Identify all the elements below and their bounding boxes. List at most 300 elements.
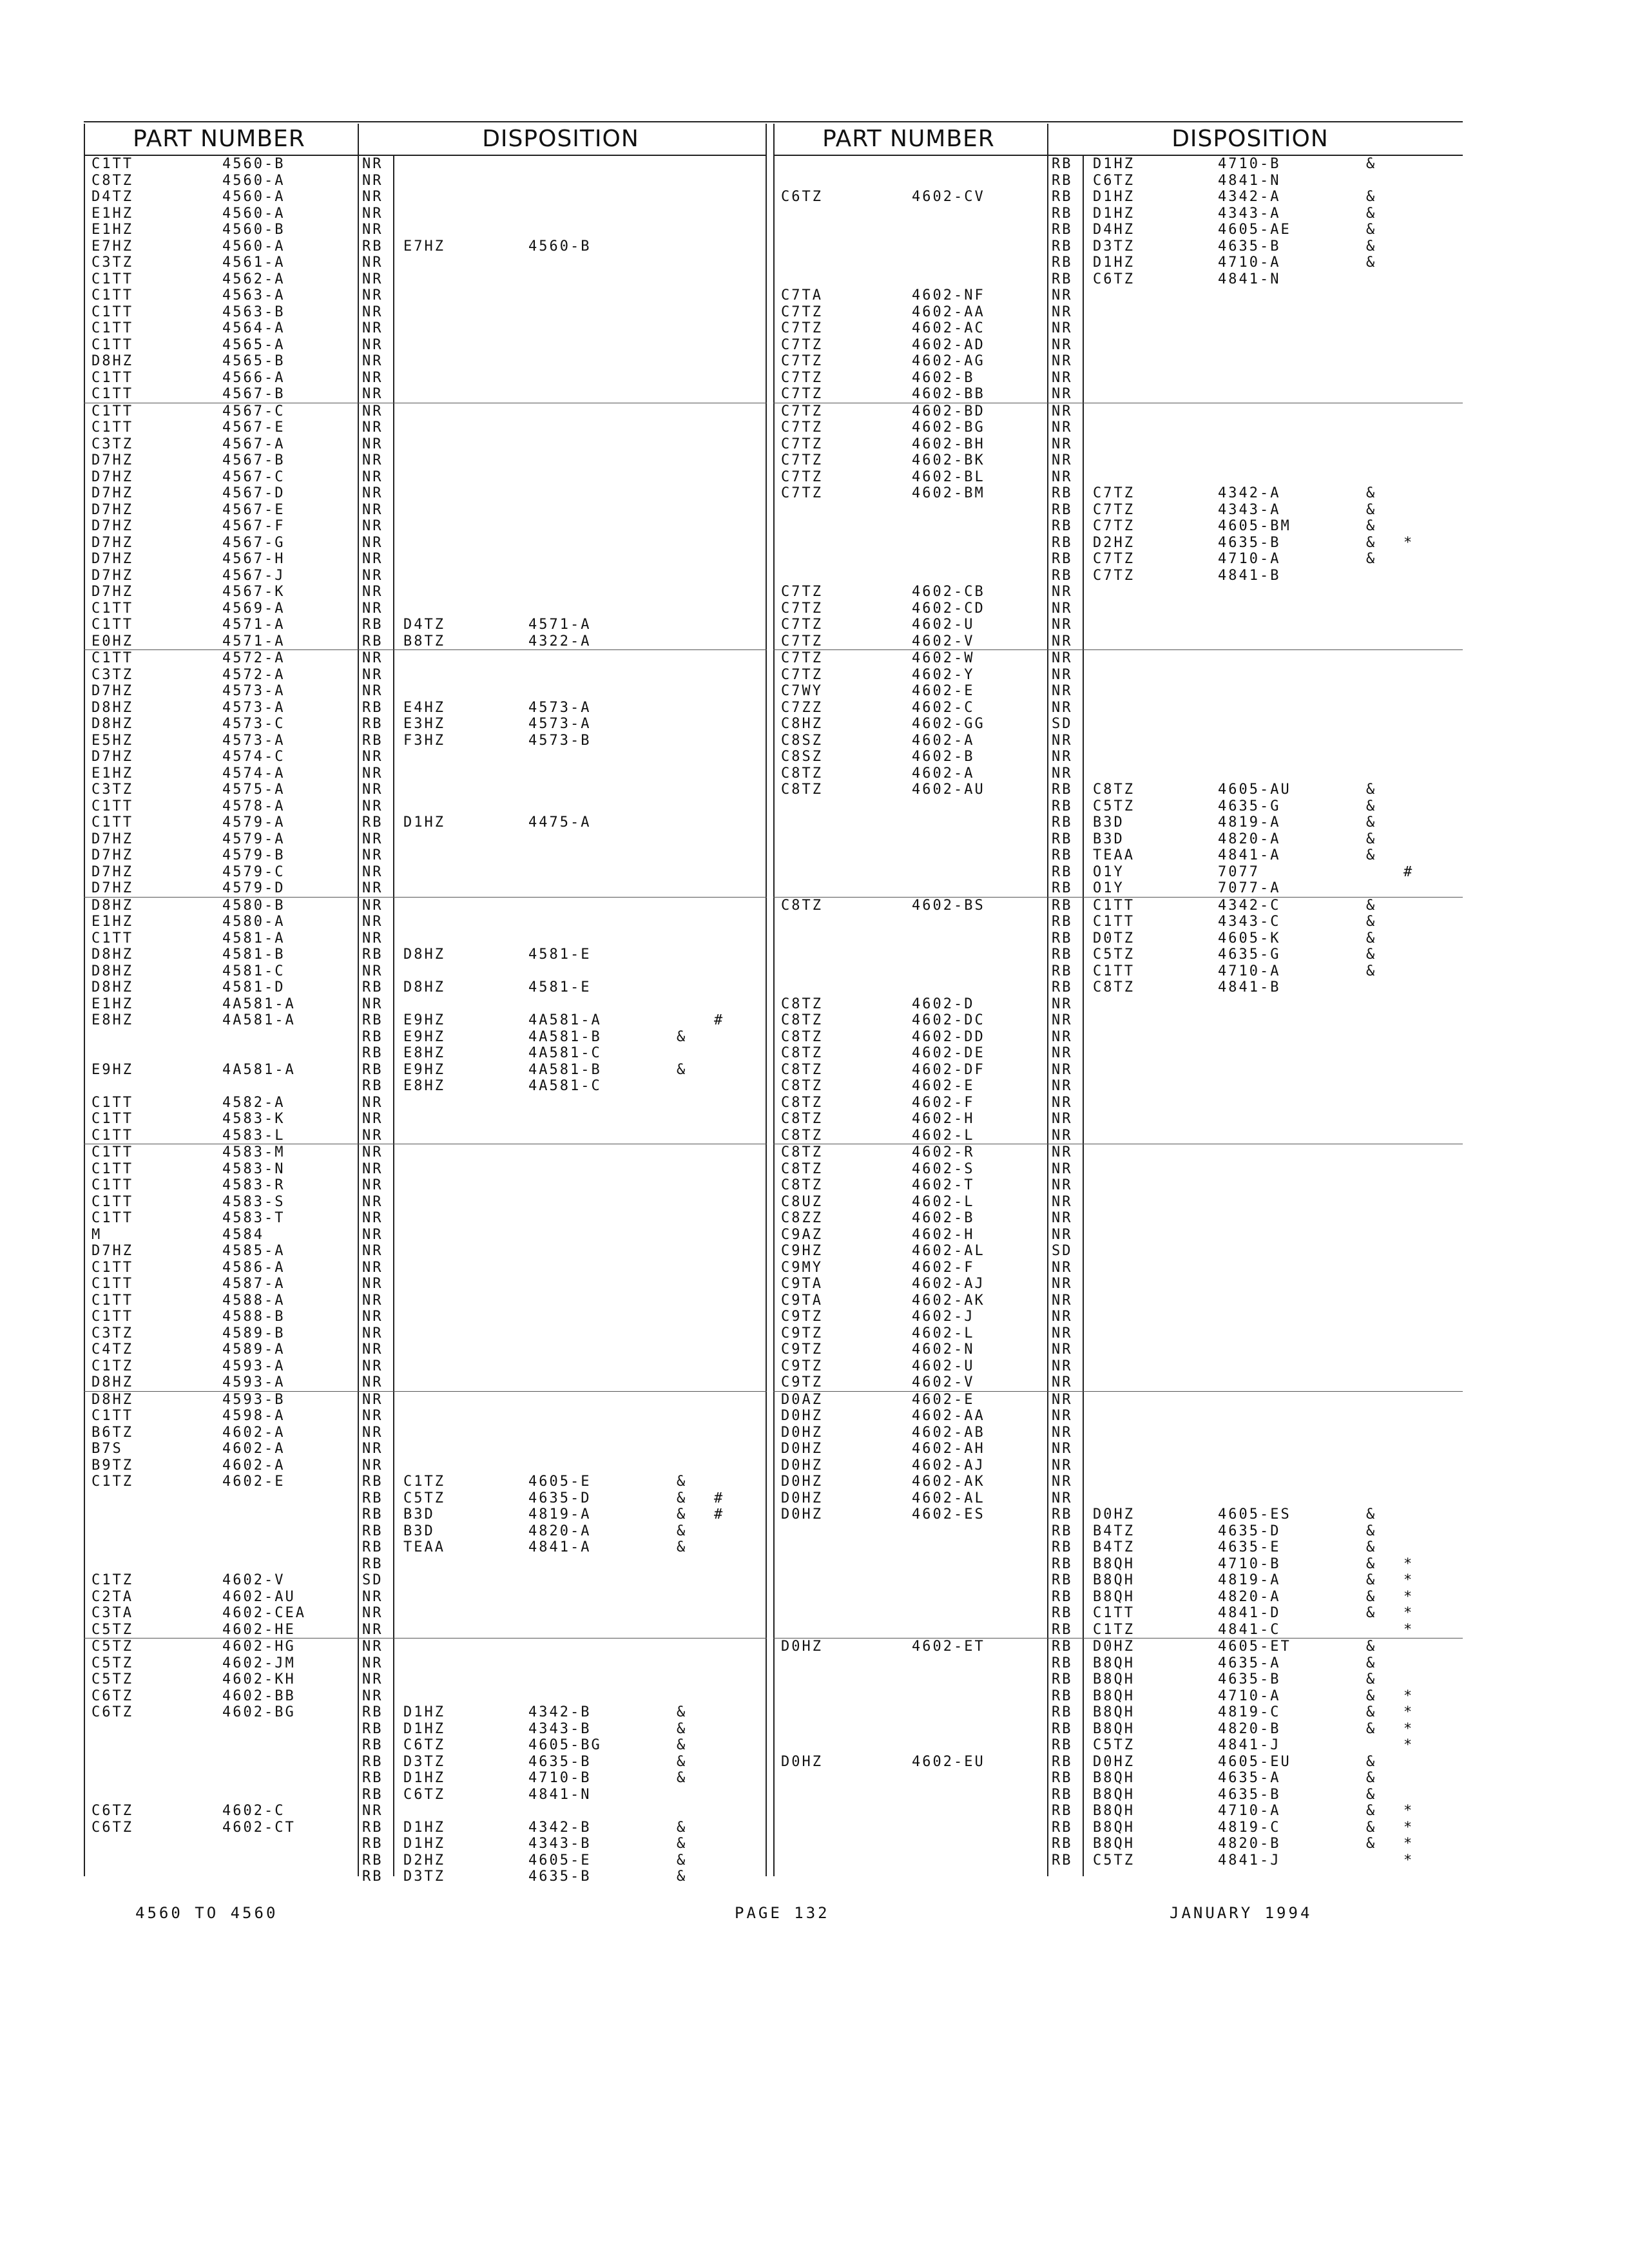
flag-mark: & xyxy=(1366,1639,1377,1655)
disposition-code: RB xyxy=(362,1523,383,1539)
replacement-base: 4343-B xyxy=(528,1836,592,1852)
part-prefix: D8HZ xyxy=(92,1391,133,1408)
part-base: 4583-L xyxy=(222,1127,285,1144)
table-row xyxy=(84,1309,767,1325)
part-prefix: D7HZ xyxy=(92,847,133,863)
disposition-code: NR xyxy=(362,369,383,386)
table-row xyxy=(84,1770,767,1787)
disposition-code: NR xyxy=(362,650,383,666)
part-base: 4602-AD xyxy=(912,336,985,353)
table-row xyxy=(773,1506,1463,1523)
part-prefix: E7HZ xyxy=(92,238,133,255)
part-base: 4602-L xyxy=(912,1193,975,1210)
table-row xyxy=(773,1721,1463,1738)
table-row xyxy=(773,1441,1463,1457)
table-row xyxy=(773,1622,1463,1639)
table-row xyxy=(773,979,1463,996)
part-prefix: C6TZ xyxy=(92,1803,133,1819)
table-row xyxy=(773,1803,1463,1820)
flag-mark: & xyxy=(677,1490,688,1506)
disposition-code: RB xyxy=(362,1012,383,1028)
part-prefix: E1HZ xyxy=(92,222,133,238)
table-row xyxy=(84,255,767,271)
table-row xyxy=(773,1128,1463,1144)
table-row xyxy=(773,189,1463,206)
disposition-code: NR xyxy=(362,189,383,205)
table-row xyxy=(84,156,767,173)
table-row xyxy=(84,320,767,337)
replacement-base: 4343-C xyxy=(1218,914,1281,930)
replacement-prefix: D8HZ xyxy=(403,979,445,995)
disposition-code: RB xyxy=(1052,1786,1073,1803)
disposition-code: RB xyxy=(1052,1819,1073,1836)
part-prefix: D0AZ xyxy=(781,1391,823,1408)
table-row xyxy=(773,1358,1463,1375)
table-row xyxy=(773,271,1463,288)
note-mark: * xyxy=(1403,1720,1414,1737)
flag-mark: & xyxy=(1366,1836,1377,1852)
part-base: 4602-E xyxy=(912,683,975,699)
disposition-code: NR xyxy=(362,1605,383,1621)
replacement-prefix: C5TZ xyxy=(403,1490,445,1506)
table-row xyxy=(773,1243,1463,1260)
part-prefix: C8TZ xyxy=(781,1127,823,1144)
replacement-base: 4605-EU xyxy=(1218,1753,1291,1770)
flag-mark: & xyxy=(1366,1572,1377,1588)
replacement-prefix: C5TZ xyxy=(1093,1852,1135,1869)
part-prefix: C1TT xyxy=(92,1309,133,1325)
replacement-base: 4A581-A xyxy=(528,1012,602,1028)
disposition-code: NR xyxy=(362,798,383,814)
part-base: 4587-A xyxy=(222,1276,285,1292)
disposition-code: NR xyxy=(1052,749,1073,765)
table-row xyxy=(84,1374,767,1391)
note-mark: # xyxy=(714,1490,725,1506)
note-mark: * xyxy=(1403,1621,1414,1638)
disposition-code: NR xyxy=(362,1276,383,1292)
flag-mark: & xyxy=(1366,947,1377,963)
disposition-code: RB xyxy=(1052,567,1073,584)
table-row xyxy=(84,1144,767,1161)
replacement-prefix: C8TZ xyxy=(1093,979,1135,995)
part-base: 4573-A xyxy=(222,683,285,699)
replacement-base: 4605-AU xyxy=(1218,782,1291,798)
table-row xyxy=(773,1671,1463,1688)
part-base: 4579-C xyxy=(222,863,285,880)
flag-mark: & xyxy=(677,1720,688,1737)
replacement-base: 4710-B xyxy=(528,1770,592,1786)
table-row xyxy=(773,535,1463,552)
table-row xyxy=(84,1260,767,1276)
disposition-code: NR xyxy=(362,255,383,271)
part-prefix: D8HZ xyxy=(92,353,133,369)
part-base: 4602-B xyxy=(912,369,975,386)
table-row xyxy=(84,485,767,502)
table-row xyxy=(773,518,1463,535)
flag-mark: & xyxy=(1366,798,1377,814)
table-row xyxy=(84,1655,767,1672)
part-prefix: C1TT xyxy=(92,1292,133,1309)
disposition-code: NR xyxy=(1052,1292,1073,1309)
disposition-code: NR xyxy=(1052,1127,1073,1144)
table-row xyxy=(84,370,767,387)
replacement-base: 4819-A xyxy=(1218,814,1281,831)
part-prefix: C8TZ xyxy=(781,995,823,1012)
part-base: 4602-AU xyxy=(912,782,985,798)
table-row xyxy=(773,304,1463,321)
table-row xyxy=(84,1276,767,1293)
part-prefix: C7TZ xyxy=(781,436,823,452)
table-row xyxy=(773,716,1463,733)
disposition-code: NR xyxy=(362,419,383,436)
table-row xyxy=(84,1572,767,1589)
flag-mark: & xyxy=(677,1819,688,1836)
replacement-base: 4841-N xyxy=(528,1786,592,1803)
part-prefix: D7HZ xyxy=(92,485,133,501)
table-row xyxy=(84,749,767,765)
table-row xyxy=(84,1095,767,1111)
flag-mark: & xyxy=(1366,930,1377,947)
flag-mark: & xyxy=(1366,1786,1377,1803)
part-prefix: D7HZ xyxy=(92,683,133,699)
table-row xyxy=(84,880,767,897)
flag-mark: & xyxy=(1366,897,1377,914)
part-base: 4602-V xyxy=(222,1572,285,1588)
disposition-code: NR xyxy=(1052,1177,1073,1193)
part-prefix: C1TT xyxy=(92,798,133,814)
table-row xyxy=(773,1227,1463,1244)
part-base: 4602-F xyxy=(912,1259,975,1276)
table-row xyxy=(84,633,767,650)
disposition-code: NR xyxy=(362,863,383,880)
flag-mark: & xyxy=(677,1836,688,1852)
disposition-code: RB xyxy=(1052,880,1073,896)
disposition-code: NR xyxy=(1052,633,1073,649)
part-prefix: C7TZ xyxy=(781,336,823,353)
replacement-prefix: F3HZ xyxy=(403,732,445,749)
flag-mark: & xyxy=(677,1523,688,1539)
part-prefix: C7TZ xyxy=(781,403,823,419)
part-base: 4602-U xyxy=(912,617,975,633)
part-base: 4602-L xyxy=(912,1325,975,1341)
part-base: 4574-C xyxy=(222,749,285,765)
part-prefix: D0HZ xyxy=(781,1753,823,1770)
table-row xyxy=(84,469,767,486)
table-row xyxy=(84,700,767,716)
part-prefix: E1HZ xyxy=(92,205,133,222)
replacement-prefix: B8QH xyxy=(1093,1819,1135,1836)
table-row xyxy=(84,716,767,733)
part-base: 4567-B xyxy=(222,386,285,402)
disposition-code: RB xyxy=(362,1852,383,1869)
part-prefix: C1TT xyxy=(92,1094,133,1111)
replacement-prefix: D0HZ xyxy=(1093,1639,1135,1655)
flag-mark: & xyxy=(677,1061,688,1078)
part-prefix: C8SZ xyxy=(781,749,823,765)
table-row xyxy=(84,1325,767,1342)
replacement-prefix: TEAA xyxy=(403,1539,445,1555)
part-prefix: C6TZ xyxy=(781,189,823,205)
part-base: 4602-DF xyxy=(912,1061,985,1078)
table-row xyxy=(84,1803,767,1820)
replacement-base: 4841-B xyxy=(1218,979,1281,995)
part-base: 4602-V xyxy=(912,1374,975,1390)
note-mark: * xyxy=(1403,1588,1414,1605)
left-table-body xyxy=(84,156,767,1885)
part-base: 4560-A xyxy=(222,189,285,205)
flag-mark: & xyxy=(1366,1753,1377,1770)
flag-mark: & xyxy=(1366,255,1377,271)
disposition-code: RB xyxy=(1052,1704,1073,1720)
part-prefix: D0HZ xyxy=(781,1490,823,1506)
disposition-code: RB xyxy=(1052,205,1073,222)
table-row xyxy=(84,502,767,519)
table-row xyxy=(773,1012,1463,1029)
part-base: 4593-A xyxy=(222,1374,285,1390)
flag-mark: & xyxy=(677,1704,688,1720)
replacement-prefix: D2HZ xyxy=(1093,534,1135,551)
part-prefix: C9TA xyxy=(781,1292,823,1309)
part-base: 4560-A xyxy=(222,172,285,189)
replacement-base: 4343-A xyxy=(1218,205,1281,222)
part-base: 4602-AG xyxy=(912,353,985,369)
table-row xyxy=(773,1490,1463,1507)
replacement-prefix: E9HZ xyxy=(403,1028,445,1045)
replacement-prefix: B8TZ xyxy=(403,633,445,649)
part-base: 4564-A xyxy=(222,320,285,336)
part-base: 4602-AB xyxy=(912,1424,985,1441)
disposition-code: NR xyxy=(1052,1160,1073,1177)
disposition-code: NR xyxy=(362,1341,383,1358)
part-prefix: D7HZ xyxy=(92,749,133,765)
part-prefix: C8TZ xyxy=(92,172,133,189)
part-prefix: C9TZ xyxy=(781,1341,823,1358)
part-base: 4602-T xyxy=(912,1177,975,1193)
replacement-base: 4342-B xyxy=(528,1704,592,1720)
table-row xyxy=(84,1111,767,1128)
replacement-prefix: D1HZ xyxy=(1093,255,1135,271)
replacement-prefix: C1TT xyxy=(1093,963,1135,979)
part-prefix: C8HZ xyxy=(781,716,823,732)
table-row xyxy=(84,1688,767,1705)
table-row xyxy=(773,1325,1463,1342)
part-prefix: C4TZ xyxy=(92,1341,133,1358)
replacement-base: 4841-B xyxy=(1218,567,1281,584)
part-prefix: C8TZ xyxy=(781,1094,823,1111)
part-prefix: C3TZ xyxy=(92,1325,133,1341)
part-base: 4602-HE xyxy=(222,1621,296,1638)
table-row xyxy=(773,452,1463,469)
table-row xyxy=(773,502,1463,519)
part-base: 4602-ET xyxy=(912,1639,985,1655)
part-prefix: D8HZ xyxy=(92,699,133,716)
replacement-prefix: D3TZ xyxy=(403,1869,445,1885)
replacement-base: 4635-G xyxy=(1218,798,1281,814)
table-row xyxy=(84,1045,767,1062)
table-row xyxy=(84,1457,767,1474)
top-rule xyxy=(84,121,1463,122)
table-row xyxy=(773,1177,1463,1194)
replacement-base: 4605-ET xyxy=(1218,1639,1291,1655)
disposition-code: NR xyxy=(362,1457,383,1474)
flag-mark: & xyxy=(1366,1539,1377,1555)
disposition-code: NR xyxy=(362,1226,383,1243)
table-row xyxy=(84,782,767,798)
table-row xyxy=(84,963,767,980)
part-base: 4602-AJ xyxy=(912,1457,985,1474)
part-prefix: C9TZ xyxy=(781,1325,823,1341)
disposition-code: NR xyxy=(362,1177,383,1193)
table-row xyxy=(773,1210,1463,1227)
disposition-code: NR xyxy=(1052,1259,1073,1276)
disposition-code: RB xyxy=(362,1720,383,1737)
table-row xyxy=(773,584,1463,601)
part-prefix: D8HZ xyxy=(92,979,133,995)
part-base: 4583-R xyxy=(222,1177,285,1193)
flag-mark: & xyxy=(1366,1555,1377,1572)
disposition-code: NR xyxy=(362,1210,383,1226)
disposition-code: NR xyxy=(1052,1490,1073,1506)
part-prefix: C7TZ xyxy=(781,452,823,468)
note-mark: * xyxy=(1403,1704,1414,1720)
replacement-prefix: E8HZ xyxy=(403,1045,445,1061)
replacement-prefix: C7TZ xyxy=(1093,567,1135,584)
part-base: 4588-B xyxy=(222,1309,285,1325)
replacement-base: 4820-A xyxy=(528,1523,592,1539)
disposition-code: NR xyxy=(362,1687,383,1704)
part-prefix: C1TT xyxy=(92,1210,133,1226)
disposition-code: NR xyxy=(362,584,383,600)
part-base: 4581-A xyxy=(222,930,285,947)
part-prefix: C1TT xyxy=(92,303,133,320)
part-prefix: E8HZ xyxy=(92,1012,133,1028)
disposition-code: NR xyxy=(362,271,383,287)
part-prefix: D0HZ xyxy=(781,1457,823,1474)
replacement-base: 4819-A xyxy=(528,1506,592,1523)
replacement-prefix: E3HZ xyxy=(403,716,445,732)
table-row xyxy=(84,1177,767,1194)
part-base: 4602-A xyxy=(912,732,975,749)
note-mark: * xyxy=(1403,1605,1414,1621)
disposition-code: NR xyxy=(362,666,383,683)
replacement-prefix: D1HZ xyxy=(403,1836,445,1852)
disposition-code: RB xyxy=(1052,897,1073,914)
disposition-code: NR xyxy=(1052,1441,1073,1457)
part-prefix: D8HZ xyxy=(92,947,133,963)
disposition-code: RB xyxy=(362,814,383,831)
disposition-code: NR xyxy=(1052,1276,1073,1292)
replacement-prefix: D1HZ xyxy=(1093,189,1135,205)
disposition-code: NR xyxy=(1052,600,1073,617)
table-row xyxy=(84,535,767,552)
table-row xyxy=(84,864,767,881)
table-row xyxy=(84,206,767,222)
table-row xyxy=(773,963,1463,980)
replacement-prefix: B8QH xyxy=(1093,1572,1135,1588)
disposition-code: NR xyxy=(362,765,383,782)
part-prefix: C1TT xyxy=(92,814,133,831)
replacement-prefix: E9HZ xyxy=(403,1061,445,1078)
part-prefix: C5TZ xyxy=(92,1621,133,1638)
part-prefix: C8TZ xyxy=(781,1028,823,1045)
part-base: 4602-AC xyxy=(912,320,985,336)
table-row xyxy=(84,1161,767,1178)
table-row xyxy=(84,1737,767,1754)
part-prefix: D7HZ xyxy=(92,452,133,468)
part-prefix: C7WY xyxy=(781,683,823,699)
part-prefix: C1TT xyxy=(92,419,133,436)
part-prefix: C1TT xyxy=(92,403,133,419)
table-row xyxy=(84,1293,767,1309)
replacement-prefix: B4TZ xyxy=(1093,1539,1135,1555)
replacement-prefix: C6TZ xyxy=(1093,271,1135,287)
table-row xyxy=(84,518,767,535)
table-row xyxy=(773,287,1463,304)
disposition-code: NR xyxy=(362,1655,383,1671)
disposition-code: NR xyxy=(362,749,383,765)
part-base: 4563-B xyxy=(222,303,285,320)
note-mark: * xyxy=(1403,1819,1414,1836)
part-number-header: PART NUMBER xyxy=(822,126,995,152)
replacement-base: 4710-A xyxy=(1218,963,1281,979)
part-base: 4561-A xyxy=(222,255,285,271)
disposition-code: NR xyxy=(1052,419,1073,436)
disposition-code: NR xyxy=(362,320,383,336)
disposition-code: NR xyxy=(362,1094,383,1111)
part-prefix: E5HZ xyxy=(92,732,133,749)
part-prefix: D8HZ xyxy=(92,897,133,914)
disposition-code: SD xyxy=(1052,1243,1073,1259)
table-row xyxy=(84,683,767,700)
table-row xyxy=(84,287,767,304)
part-prefix: C5TZ xyxy=(92,1639,133,1655)
disposition-code: RB xyxy=(1052,1720,1073,1737)
part-base: 4573-C xyxy=(222,716,285,732)
replacement-base: 4710-A xyxy=(1218,1687,1281,1704)
part-prefix: C7TZ xyxy=(781,584,823,600)
part-prefix: D7HZ xyxy=(92,1243,133,1259)
disposition-code: NR xyxy=(362,847,383,863)
table-row xyxy=(773,1276,1463,1293)
disposition-code: RB xyxy=(362,947,383,963)
flag-mark: & xyxy=(1366,1588,1377,1605)
replacement-prefix: O1Y xyxy=(1093,863,1124,880)
part-prefix: C7TZ xyxy=(781,303,823,320)
part-base: 4581-C xyxy=(222,963,285,979)
part-base: 4583-S xyxy=(222,1193,285,1210)
table-row xyxy=(84,1721,767,1738)
part-prefix: C1TT xyxy=(92,930,133,947)
disposition-code: NR xyxy=(362,1639,383,1655)
part-base: 4565-B xyxy=(222,353,285,369)
part-prefix: C9TZ xyxy=(781,1358,823,1374)
replacement-prefix: E7HZ xyxy=(403,238,445,255)
flag-mark: & xyxy=(1366,156,1377,172)
part-prefix: C6TZ xyxy=(92,1687,133,1704)
disposition-code: RB xyxy=(1052,798,1073,814)
disposition-code: RB xyxy=(362,1737,383,1753)
table-row xyxy=(773,1523,1463,1540)
disposition-code: NR xyxy=(1052,584,1073,600)
disposition-code: RB xyxy=(362,1836,383,1852)
part-base: 4602-BK xyxy=(912,452,985,468)
table-row xyxy=(773,1589,1463,1606)
part-base: 4567-C xyxy=(222,403,285,419)
disposition-code: RB xyxy=(1052,1753,1073,1770)
disposition-code: NR xyxy=(362,303,383,320)
disposition-code: RB xyxy=(1052,1836,1073,1852)
part-number-header: PART NUMBER xyxy=(133,126,305,152)
